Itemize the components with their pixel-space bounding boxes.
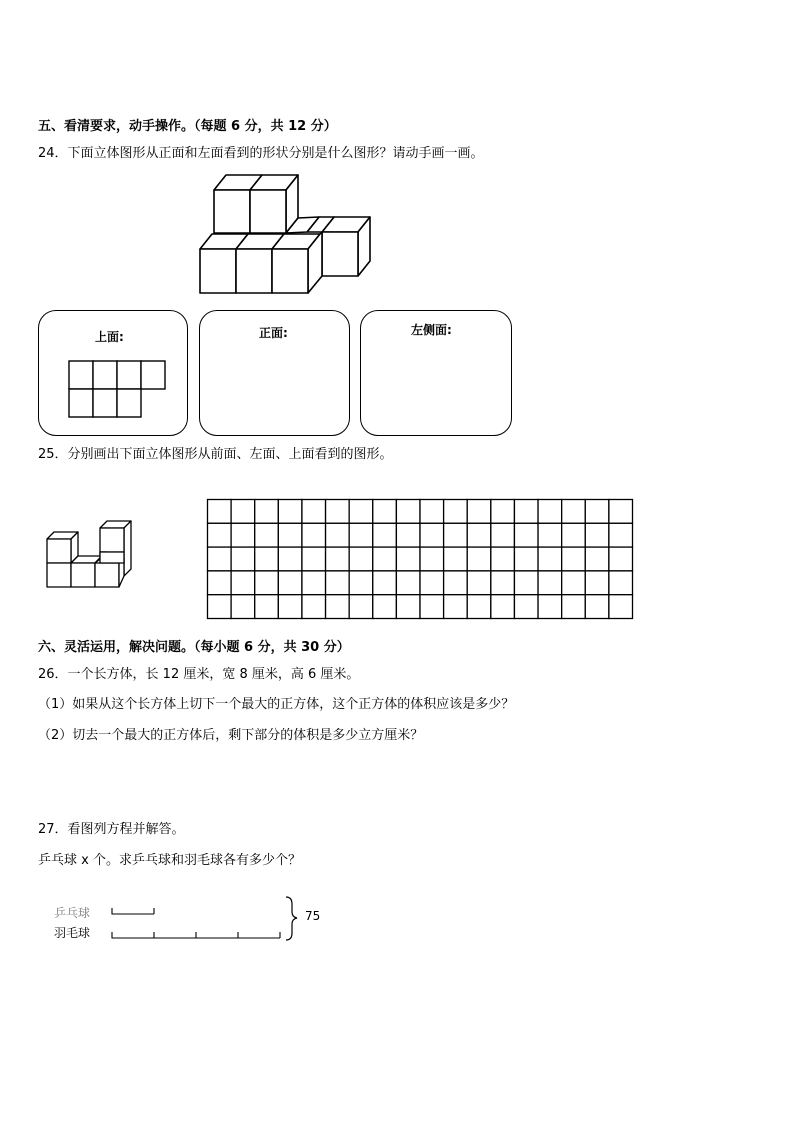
question-26-sub-2: （2）切去一个最大的正方体后，剩下部分的体积是多少立方厘米？ (38, 728, 424, 743)
grid-cell[interactable] (326, 523, 350, 547)
grid-cell[interactable] (396, 500, 420, 524)
grid-cell[interactable] (562, 547, 586, 571)
grid-cell[interactable] (444, 500, 468, 524)
grid-cell[interactable] (585, 595, 609, 619)
grid-cell[interactable] (585, 571, 609, 595)
grid-cell[interactable] (444, 595, 468, 619)
question-26-text: 26．一个长方体，长 12 厘米，宽 8 厘米，高 6 厘米。 (38, 667, 360, 682)
grid-cell[interactable] (349, 571, 373, 595)
grid-cell[interactable] (373, 500, 397, 524)
total-value: 75 (305, 909, 321, 923)
grid-cell[interactable] (467, 595, 491, 619)
grid-cell[interactable] (255, 500, 279, 524)
grid-cell[interactable] (349, 500, 373, 524)
grid-cell[interactable] (373, 547, 397, 571)
grid-cell[interactable] (231, 500, 255, 524)
grid-cell[interactable] (278, 595, 302, 619)
grid-cell[interactable] (538, 571, 562, 595)
grid-cell[interactable] (444, 547, 468, 571)
grid-cell[interactable] (585, 523, 609, 547)
grid-cell[interactable] (562, 500, 586, 524)
grid-cell[interactable] (514, 571, 538, 595)
question-27-text: 27．看图列方程并解答。 (38, 822, 185, 837)
grid-cell[interactable] (231, 523, 255, 547)
grid-cell[interactable] (278, 571, 302, 595)
badminton-bar (112, 932, 280, 938)
grid-cell[interactable] (491, 523, 515, 547)
grid-cell[interactable] (302, 547, 326, 571)
grid-cell[interactable] (278, 500, 302, 524)
grid-cell[interactable] (208, 595, 232, 619)
grid-cell[interactable] (491, 595, 515, 619)
grid-cell[interactable] (514, 500, 538, 524)
left-view-panel[interactable] (360, 310, 512, 436)
grid-cell[interactable] (467, 500, 491, 524)
grid-cell[interactable] (326, 595, 350, 619)
grid-cell[interactable] (562, 523, 586, 547)
grid-cell[interactable] (491, 571, 515, 595)
front-view-panel[interactable] (199, 310, 350, 436)
grid-cell[interactable] (231, 595, 255, 619)
left-view-label: 左侧面: (411, 323, 452, 337)
q25-cube-figure (40, 515, 140, 595)
grid-cell[interactable] (255, 571, 279, 595)
top-view-panel (38, 310, 188, 436)
grid-cell[interactable] (491, 500, 515, 524)
grid-cell[interactable] (514, 595, 538, 619)
total-brace (286, 897, 297, 940)
grid-cell[interactable] (562, 595, 586, 619)
grid-cell[interactable] (255, 547, 279, 571)
grid-cell[interactable] (326, 547, 350, 571)
grid-cell[interactable] (467, 571, 491, 595)
grid-cell[interactable] (609, 547, 633, 571)
grid-cell[interactable] (396, 595, 420, 619)
grid-cell[interactable] (278, 547, 302, 571)
grid-cell[interactable] (278, 523, 302, 547)
grid-cell[interactable] (444, 571, 468, 595)
grid-cell[interactable] (349, 523, 373, 547)
grid-cell[interactable] (609, 500, 633, 524)
grid-cell[interactable] (538, 523, 562, 547)
q24-cube-figure (190, 170, 380, 300)
grid-cell[interactable] (562, 571, 586, 595)
q27-segment-diagram (50, 894, 340, 946)
grid-cell[interactable] (373, 523, 397, 547)
grid-cell[interactable] (349, 595, 373, 619)
grid-cell[interactable] (420, 500, 444, 524)
grid-cell[interactable] (396, 523, 420, 547)
grid-cell[interactable] (208, 500, 232, 524)
question-26-sub-1: （1）如果从这个长方体上切下一个最大的正方体，这个正方体的体积应该是多少？ (38, 697, 515, 712)
question-27-problem: 乒乓球 x 个。求乒乓球和羽毛球各有多少个？ (38, 853, 301, 868)
q25-drawing-grid[interactable] (207, 499, 633, 619)
grid-cell[interactable] (231, 547, 255, 571)
grid-cell[interactable] (208, 523, 232, 547)
grid-cell[interactable] (302, 571, 326, 595)
grid-cell[interactable] (373, 595, 397, 619)
grid-cell[interactable] (585, 500, 609, 524)
grid-cell[interactable] (373, 571, 397, 595)
section-5-heading: 五、看清要求，动手操作。（每题 6 分，共 12 分） (38, 119, 337, 134)
grid-cell[interactable] (444, 523, 468, 547)
grid-cell[interactable] (609, 523, 633, 547)
grid-cell[interactable] (609, 571, 633, 595)
grid-cell[interactable] (538, 500, 562, 524)
grid-cell[interactable] (302, 595, 326, 619)
grid-cell[interactable] (420, 571, 444, 595)
grid-cell[interactable] (302, 500, 326, 524)
grid-cell[interactable] (255, 523, 279, 547)
grid-cell[interactable] (255, 595, 279, 619)
grid-cell[interactable] (396, 571, 420, 595)
grid-cell[interactable] (420, 595, 444, 619)
grid-cell[interactable] (467, 547, 491, 571)
grid-cell[interactable] (491, 547, 515, 571)
grid-cell[interactable] (208, 547, 232, 571)
section-6-heading: 六、灵活运用，解决问题。（每小题 6 分，共 30 分） (38, 640, 350, 655)
grid-cell[interactable] (585, 547, 609, 571)
top-view-drawing (68, 360, 168, 420)
question-25-text: 25．分别画出下面立体图形从前面、左面、上面看到的图形。 (38, 447, 393, 462)
top-view-label: 上面: (95, 330, 124, 344)
grid-cell[interactable] (467, 523, 491, 547)
grid-cell[interactable] (420, 523, 444, 547)
grid-cell[interactable] (396, 547, 420, 571)
grid-cell[interactable] (326, 571, 350, 595)
grid-cell[interactable] (349, 547, 373, 571)
pingpong-bar (112, 908, 154, 914)
grid-cell[interactable] (538, 547, 562, 571)
grid-cell[interactable] (420, 547, 444, 571)
grid-cell[interactable] (208, 571, 232, 595)
grid-cell[interactable] (514, 547, 538, 571)
grid-cell[interactable] (609, 595, 633, 619)
grid-cell[interactable] (302, 523, 326, 547)
badminton-label: 羽毛球 (54, 926, 91, 940)
grid-cell[interactable] (514, 523, 538, 547)
grid-cell[interactable] (326, 500, 350, 524)
question-24-text: 24．下面立体图形从正面和左面看到的形状分别是什么图形？请动手画一画。 (38, 146, 484, 161)
grid-cell[interactable] (538, 595, 562, 619)
pingpong-label: 乒乓球 (54, 906, 91, 920)
front-view-label: 正面: (259, 326, 288, 340)
grid-cell[interactable] (231, 571, 255, 595)
